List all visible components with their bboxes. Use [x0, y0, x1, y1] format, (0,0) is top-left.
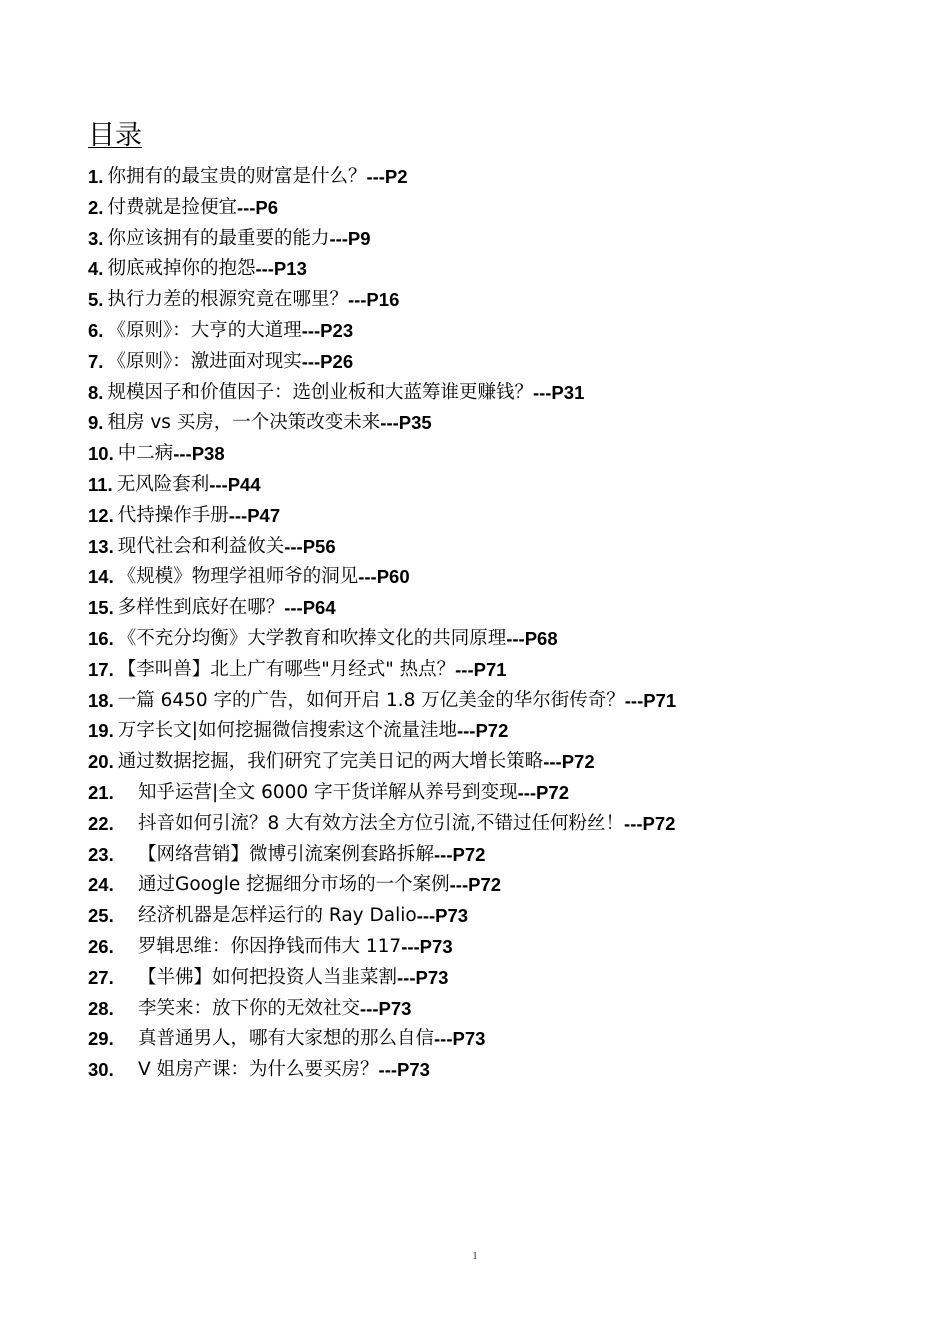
toc-item[interactable]: [88, 624, 676, 655]
toc-item[interactable]: [88, 1055, 676, 1086]
toc-item-title: 多样性到底好在哪？: [117, 597, 285, 619]
toc-item-page: ---P38: [173, 443, 225, 465]
toc-item[interactable]: [88, 716, 676, 747]
toc-item-number: 21.: [88, 781, 114, 803]
toc-item-number: 18.: [88, 689, 114, 711]
toc-item-title: 万字长文|如何挖掘微信搜索这个流量洼地: [117, 720, 457, 742]
toc-item[interactable]: [88, 994, 676, 1025]
toc-item-title: 经济机器是怎样运行的 Ray Dalio: [138, 905, 417, 927]
toc-item-number: 26.: [88, 935, 114, 957]
toc-item-page: ---P71: [455, 658, 507, 680]
toc-list: [88, 162, 676, 1086]
toc-item[interactable]: [88, 686, 676, 717]
toc-item-number: 20.: [88, 751, 114, 773]
toc-item[interactable]: [88, 870, 676, 901]
toc-item[interactable]: [88, 408, 676, 439]
toc-item[interactable]: [88, 562, 676, 593]
toc-item-title: 罗辑思维：你因挣钱而伟大 117: [138, 935, 402, 957]
toc-item-page: ---P9: [329, 227, 371, 249]
toc-item-title: 知乎运营|全文 6000 字干货详解从养号到变现: [138, 781, 518, 803]
toc-item[interactable]: [88, 162, 676, 193]
toc-item-number: 25.: [88, 905, 114, 927]
toc-item-number: 23.: [88, 843, 114, 865]
toc-item-page: ---P73: [401, 935, 453, 957]
toc-item-number: 13.: [88, 535, 114, 557]
toc-item-number: 16.: [88, 627, 114, 649]
toc-item[interactable]: [88, 470, 676, 501]
toc-item[interactable]: [88, 840, 676, 871]
toc-item[interactable]: [88, 963, 676, 994]
toc-item-number: 15.: [88, 597, 114, 619]
toc-item-number: 9.: [88, 412, 104, 434]
toc-item-number: 1.: [88, 166, 104, 187]
toc-item-title: 规模因子和价值因子：选创业板和大蓝筹谁更赚钱？: [107, 381, 533, 403]
toc-item-number: 4.: [88, 258, 104, 280]
toc-item[interactable]: [88, 593, 676, 624]
page-number: 1: [472, 1250, 478, 1262]
toc-item-title: 【李叫兽】北上广有哪些"月经式" 热点？: [117, 658, 456, 680]
toc-item-page: ---P13: [255, 258, 307, 280]
toc-item-page: ---P64: [284, 597, 336, 619]
toc-item[interactable]: [88, 501, 676, 532]
toc-item-page: ---P73: [378, 1059, 430, 1081]
toc-item-title: 一篇 6450 字的广告，如何开启 1.8 万亿美金的华尔街传奇？: [117, 689, 625, 711]
toc-item-number: 11.: [88, 473, 113, 495]
toc-title: 目录: [88, 120, 142, 151]
toc-item[interactable]: [88, 254, 676, 285]
toc-item-page: ---P68: [506, 627, 558, 649]
toc-item-title: V 姐房产课：为什么要买房？: [138, 1059, 379, 1081]
toc-item-number: 12.: [88, 504, 114, 526]
toc-item-page: ---P6: [236, 196, 279, 218]
toc-item-page: ---P72: [543, 751, 595, 773]
toc-item-number: 2.: [88, 196, 104, 218]
toc-item-number: 17.: [88, 658, 114, 680]
toc-item-page: ---P56: [284, 535, 336, 557]
toc-item-page: ---P73: [397, 966, 449, 988]
toc-item-title: 代持操作手册: [117, 504, 229, 526]
toc-item-title: 现代社会和利益攸关: [117, 535, 285, 557]
toc-item-title: 【半佛】如何把投资人当韭菜割: [138, 966, 398, 988]
toc-item[interactable]: [88, 316, 676, 347]
toc-item-number: 7.: [88, 350, 104, 372]
toc-item-page: ---P73: [434, 1028, 486, 1050]
toc-item[interactable]: [88, 224, 676, 255]
toc-item[interactable]: [88, 532, 676, 563]
toc-item-title: 你拥有的最宝贵的财富是什么？: [107, 166, 367, 187]
toc-item-page: ---P71: [624, 689, 677, 711]
toc-item[interactable]: [88, 347, 676, 378]
toc-item[interactable]: [88, 285, 676, 316]
toc-item-number: 14.: [88, 566, 114, 588]
toc-item[interactable]: [88, 439, 676, 470]
toc-item-title: 执行力差的根源究竟在哪里？: [107, 289, 348, 311]
toc-item-title: 你应该拥有的最重要的能力: [107, 227, 330, 249]
toc-item-page: ---P23: [301, 319, 354, 341]
toc-item[interactable]: [88, 932, 676, 963]
toc-item[interactable]: [88, 655, 676, 686]
toc-item-number: 3.: [88, 227, 104, 249]
toc-item-number: 10.: [88, 443, 114, 465]
toc-item-page: ---P72: [624, 812, 676, 834]
toc-item[interactable]: [88, 378, 676, 409]
toc-item-page: ---P44: [209, 473, 261, 495]
toc-item-title: 《原则》：大亨的大道理: [107, 319, 302, 341]
toc-item-page: ---P16: [347, 289, 400, 311]
toc-item-number: 24.: [88, 874, 114, 896]
toc-item-number: 28.: [88, 997, 114, 1019]
toc-item-page: ---P2: [366, 166, 408, 187]
toc-item-title: 通过数据挖掘，我们研究了完美日记的两大增长策略: [117, 751, 544, 773]
toc-item-title: 李笑来：放下你的无效社交: [138, 997, 361, 1019]
toc-item-title: 通过Google 挖掘细分市场的一个案例: [138, 874, 450, 896]
toc-item-title: 付费就是捡便宜: [107, 196, 237, 218]
toc-item-title: 【网络营销】微博引流案例套路拆解: [138, 843, 435, 865]
toc-item-title: 租房 vs 买房，一个决策改变未来: [107, 412, 381, 434]
toc-item-title: 中二病: [117, 443, 174, 465]
toc-item-page: ---P31: [532, 381, 585, 403]
toc-item-page: ---P73: [360, 997, 412, 1019]
toc-item-title: 彻底戒掉你的抱怨: [107, 258, 256, 280]
toc-item-number: 5.: [88, 289, 104, 311]
toc-item[interactable]: [88, 809, 676, 840]
toc-item-number: 8.: [88, 381, 104, 403]
toc-item[interactable]: [88, 193, 676, 224]
toc-item[interactable]: [88, 747, 676, 778]
toc-item-page: ---P72: [434, 843, 486, 865]
toc-item-number: 22.: [88, 812, 114, 834]
toc-item-number: 29.: [88, 1028, 114, 1050]
toc-item-page: ---P26: [301, 350, 354, 372]
toc-item[interactable]: [88, 778, 676, 809]
toc-item-title: 真普通男人，哪有大家想的那么自信: [138, 1028, 435, 1050]
toc-item-title: 《不充分均衡》大学教育和吹捧文化的共同原理: [117, 627, 507, 649]
toc-item-page: ---P47: [228, 504, 281, 526]
toc-item-page: ---P72: [517, 781, 569, 803]
toc-item-page: ---P73: [416, 905, 469, 927]
toc-item-number: 19.: [88, 720, 114, 742]
toc-item-page: ---P60: [358, 566, 410, 588]
toc-item-title: 《原则》：激进面对现实: [107, 350, 302, 372]
toc-item-page: ---P72: [449, 874, 502, 896]
toc-item-title: 抖音如何引流？8 大有效方法全方位引流,不错过任何粉丝！: [138, 812, 625, 834]
toc-item-title: 无风险套利: [116, 473, 210, 495]
toc-item-page: ---P35: [380, 412, 432, 434]
toc-item[interactable]: [88, 901, 676, 932]
toc-item-number: 30.: [88, 1059, 114, 1081]
toc-item-title: 《规模》物理学祖师爷的洞见: [117, 566, 359, 588]
toc-item-page: ---P72: [456, 720, 509, 742]
toc-item-number: 6.: [88, 319, 104, 341]
toc-item-number: 27.: [88, 966, 114, 988]
toc-item[interactable]: [88, 1024, 676, 1055]
